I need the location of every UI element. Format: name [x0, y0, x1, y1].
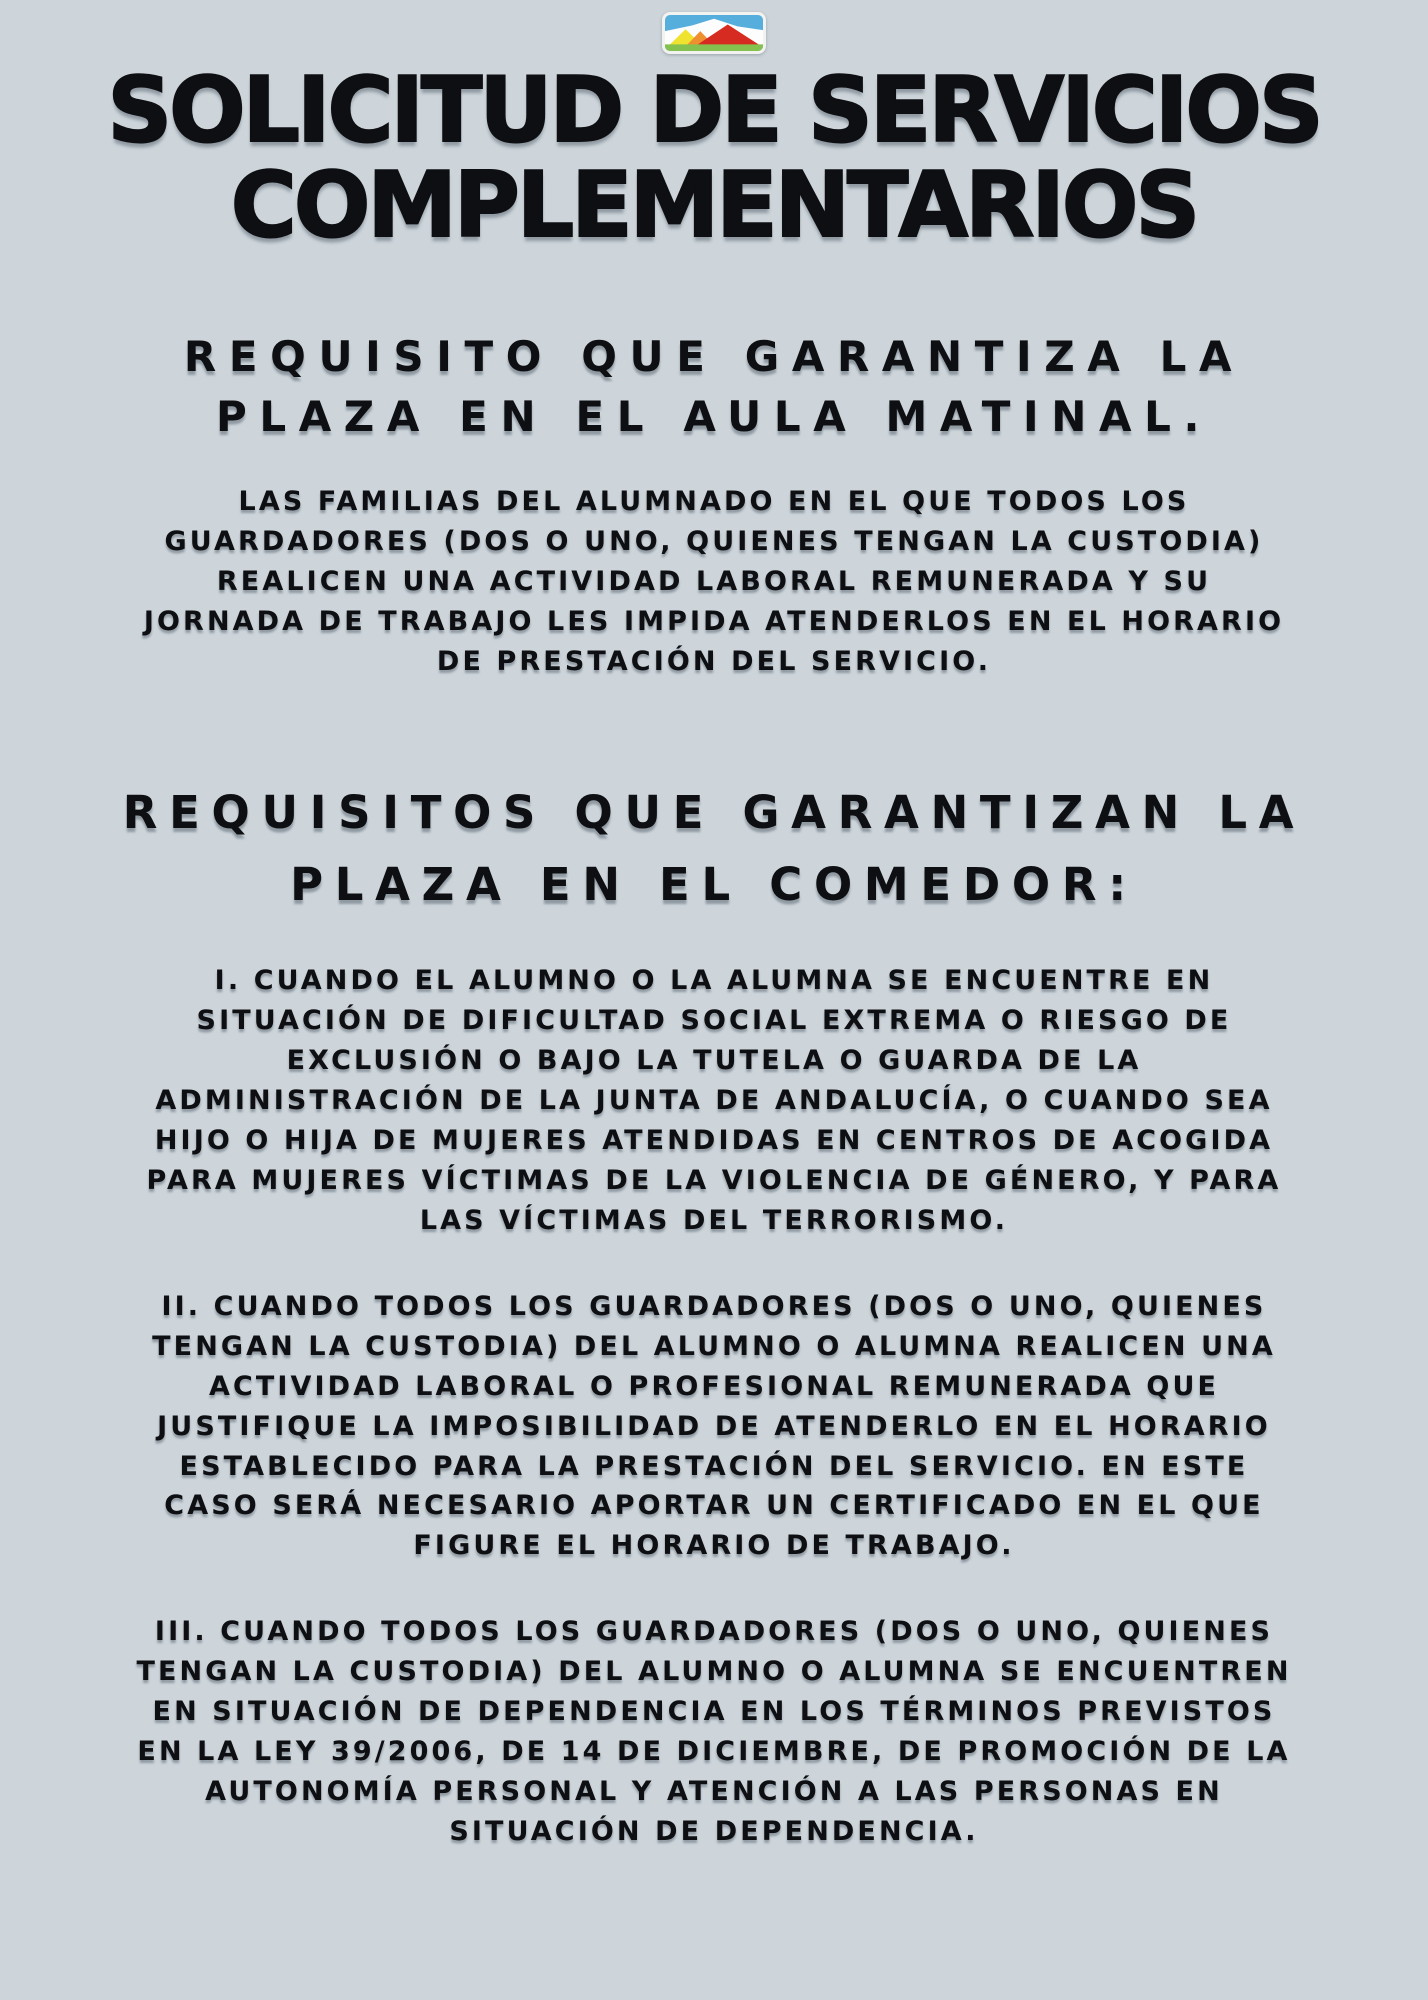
- heading-line: REQUISITO QUE GARANTIZA LA: [183, 332, 1245, 381]
- comedor-requisito-3: [123, 1612, 1306, 1852]
- body-text-line: II. CUANDO TODOS LOS GUARDADORES (DOS O UNO, QUIENES: [161, 1290, 1267, 1322]
- body-text-line: LAS FAMILIAS DEL ALUMNADO EN EL QUE TODOS LOS: [238, 486, 1190, 518]
- body-text-line: EXCLUSIÓN O BAJO LA TUTELA O GUARDA DE LA: [286, 1044, 1142, 1076]
- title-line: COMPLEMENTARIOS: [230, 152, 1198, 258]
- poster-title: [107, 58, 1321, 258]
- body-text-line: PARA MUJERES VÍCTIMAS DE LA VIOLENCIA DE GÉNERO, Y PARA: [146, 1164, 1282, 1196]
- body-text-line: CASO SERÁ NECESARIO APORTAR UN CERTIFICADO EN EL QUE: [164, 1490, 1264, 1522]
- body-text-line: FIGURE EL HORARIO DE TRABAJO.: [413, 1530, 1015, 1562]
- logo-ground: [665, 44, 763, 51]
- body-text-line: EN LA LEY 39/2006, DE 14 DE DICIEMBRE, DE PROMOCIÓN DE LA: [137, 1736, 1291, 1768]
- body-text-line: ESTABLECIDO PARA LA PRESTACIÓN DEL SERVICIO. EN ESTE: [179, 1450, 1249, 1482]
- heading-line: REQUISITOS QUE GARANTIZAN LA: [122, 786, 1306, 840]
- body-text-line: REALICEN UNA ACTIVIDAD LABORAL REMUNERADA Y SU: [216, 566, 1212, 598]
- body-text-line: HIJO O HIJA DE MUJERES ATENDIDAS EN CENTROS DE ACOGIDA: [154, 1124, 1274, 1156]
- body-text-line: SITUACIÓN DE DIFICULTAD SOCIAL EXTREMA O RIESGO DE: [196, 1004, 1232, 1036]
- aula-matinal-heading: [144, 327, 1284, 446]
- comedor-heading: [123, 777, 1306, 921]
- section-comedor: [123, 682, 1306, 1852]
- body-text-line: AUTONOMÍA PERSONAL Y ATENCIÓN A LAS PERSONAS EN: [205, 1776, 1223, 1808]
- body-text-line: JORNADA DE TRABAJO LES IMPIDA ATENDERLOS EN EL HORARIO: [143, 606, 1285, 638]
- heading-line: PLAZA EN EL COMEDOR:: [290, 858, 1138, 912]
- comedor-requisito-2: [123, 1287, 1306, 1567]
- body-text-line: DE PRESTACIÓN DEL SERVICIO.: [436, 646, 992, 678]
- body-text-line: TENGAN LA CUSTODIA) DEL ALUMNO O ALUMNA SE ENCUENTREN: [136, 1656, 1292, 1688]
- body-text-line: JUSTIFIQUE LA IMPOSIBILIDAD DE ATENDERLO EN EL HORARIO: [157, 1410, 1271, 1442]
- body-text-line: GUARDADORES (DOS O UNO, QUIENES TENGAN LA CUSTODIA): [164, 526, 1264, 558]
- body-text-line: EN SITUACIÓN DE DEPENDENCIA EN LOS TÉRMINOS PREVISTOS: [152, 1696, 1276, 1728]
- section-aula-matinal: [144, 253, 1284, 682]
- body-text-line: SITUACIÓN DE DEPENDENCIA.: [449, 1816, 979, 1848]
- comedor-requisito-1: [123, 961, 1306, 1241]
- aula-matinal-body: [144, 482, 1284, 682]
- mountain-landscape-icon: [665, 15, 763, 51]
- title-line: SOLICITUD DE SERVICIOS: [107, 58, 1321, 163]
- school-logo: [662, 12, 766, 54]
- body-text-line: ACTIVIDAD LABORAL O PROFESIONAL REMUNERADA QUE: [208, 1370, 1220, 1402]
- heading-line: PLAZA EN EL AULA MATINAL.: [215, 391, 1213, 441]
- body-text-line: TENGAN LA CUSTODIA) DEL ALUMNO O ALUMNA REALICEN UNA: [152, 1330, 1276, 1362]
- body-text-line: I. CUANDO EL ALUMNO O LA ALUMNA SE ENCUENTRE EN: [214, 965, 1214, 997]
- body-text-line: ADMINISTRACIÓN DE LA JUNTA DE ANDALUCÍA, O CUANDO SEA: [155, 1084, 1273, 1116]
- body-text-line: LAS VÍCTIMAS DEL TERRORISMO.: [419, 1204, 1009, 1236]
- body-text-line: III. CUANDO TODOS LOS GUARDADORES (DOS O UNO, QUIENES: [154, 1616, 1274, 1648]
